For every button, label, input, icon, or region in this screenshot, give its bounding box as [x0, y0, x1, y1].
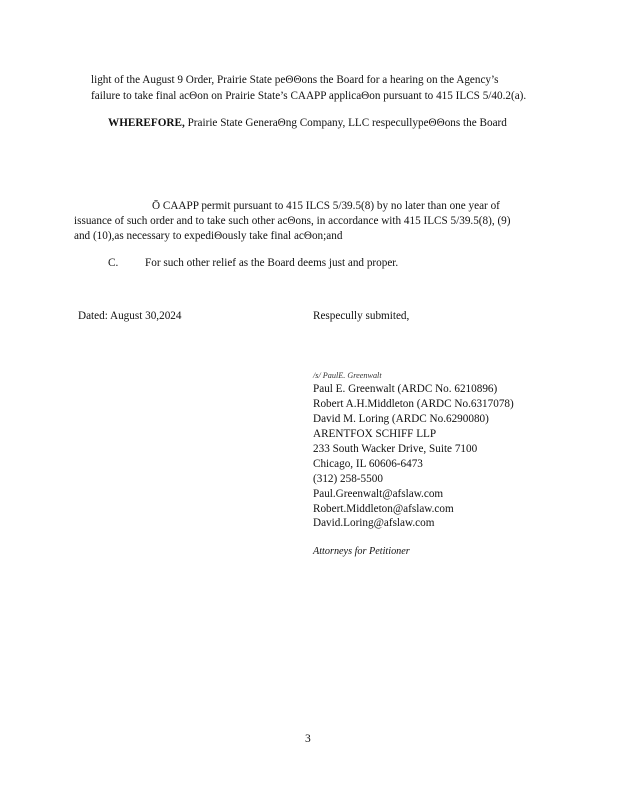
- item-b-line: and (10),as necessary to expediΘously take final acΘon;and: [74, 230, 343, 242]
- signature-block-line: Robert A.H.Middleton (ARDC No.6317078): [313, 398, 514, 410]
- wherefore-text: Prairie State GeneraΘng Company, LLC respecullypeΘΘons the Board: [187, 117, 507, 129]
- item-b-line: issuance of such order and to take such other acΘons, in accordance with 415 ILCS 5/39.5(8), (9): [74, 215, 511, 227]
- signature-line: /s/ PaulE. Greenwalt: [313, 371, 382, 380]
- email-address: Paul.Greenwalt@afslaw.com: [313, 488, 444, 500]
- paragraph-line: light of the August 9 Order, Prairie State peΘΘons the Board for a hearing on the Agency’s: [91, 74, 499, 86]
- signature-block-line: Paul E. Greenwalt (ARDC No. 6210896): [313, 383, 498, 395]
- respectfully-submitted: Respecully submited,: [313, 310, 410, 322]
- email-address: David.Loring@afslaw.com: [313, 517, 435, 529]
- item-b-line: Ō CAAPP permit pursuant to 415 ILCS 5/39.5(8) by no later than one year of: [152, 200, 500, 212]
- wherefore-label: WHEREFORE,: [108, 117, 185, 129]
- firm-name: ARENTFOX SCHIFF LLP: [313, 428, 437, 440]
- address-line: Chicago, IL 60606-6473: [313, 458, 423, 470]
- wherefore-line: [108, 116, 507, 130]
- email-address: Robert.Middleton@afslaw.com: [313, 503, 454, 515]
- page-number: 3: [305, 733, 311, 745]
- address-line: 233 South Wacker Drive, Suite 7100: [313, 443, 478, 455]
- item-c-text: For such other relief as the Board deems just and proper.: [145, 257, 399, 269]
- phone-number: (312) 258-5500: [313, 473, 383, 485]
- item-c-letter: C.: [108, 257, 119, 269]
- dated-line: Dated: August 30,2024: [78, 310, 182, 322]
- attorneys-role: Attorneys for Petitioner: [313, 546, 410, 557]
- paragraph-line: failure to take final acΘon on Prairie State’s CAAPP applicaΘon pursuant to 415 ILCS 5/40.2(a).: [91, 90, 527, 102]
- signature-block-line: David M. Loring (ARDC No.6290080): [313, 413, 489, 425]
